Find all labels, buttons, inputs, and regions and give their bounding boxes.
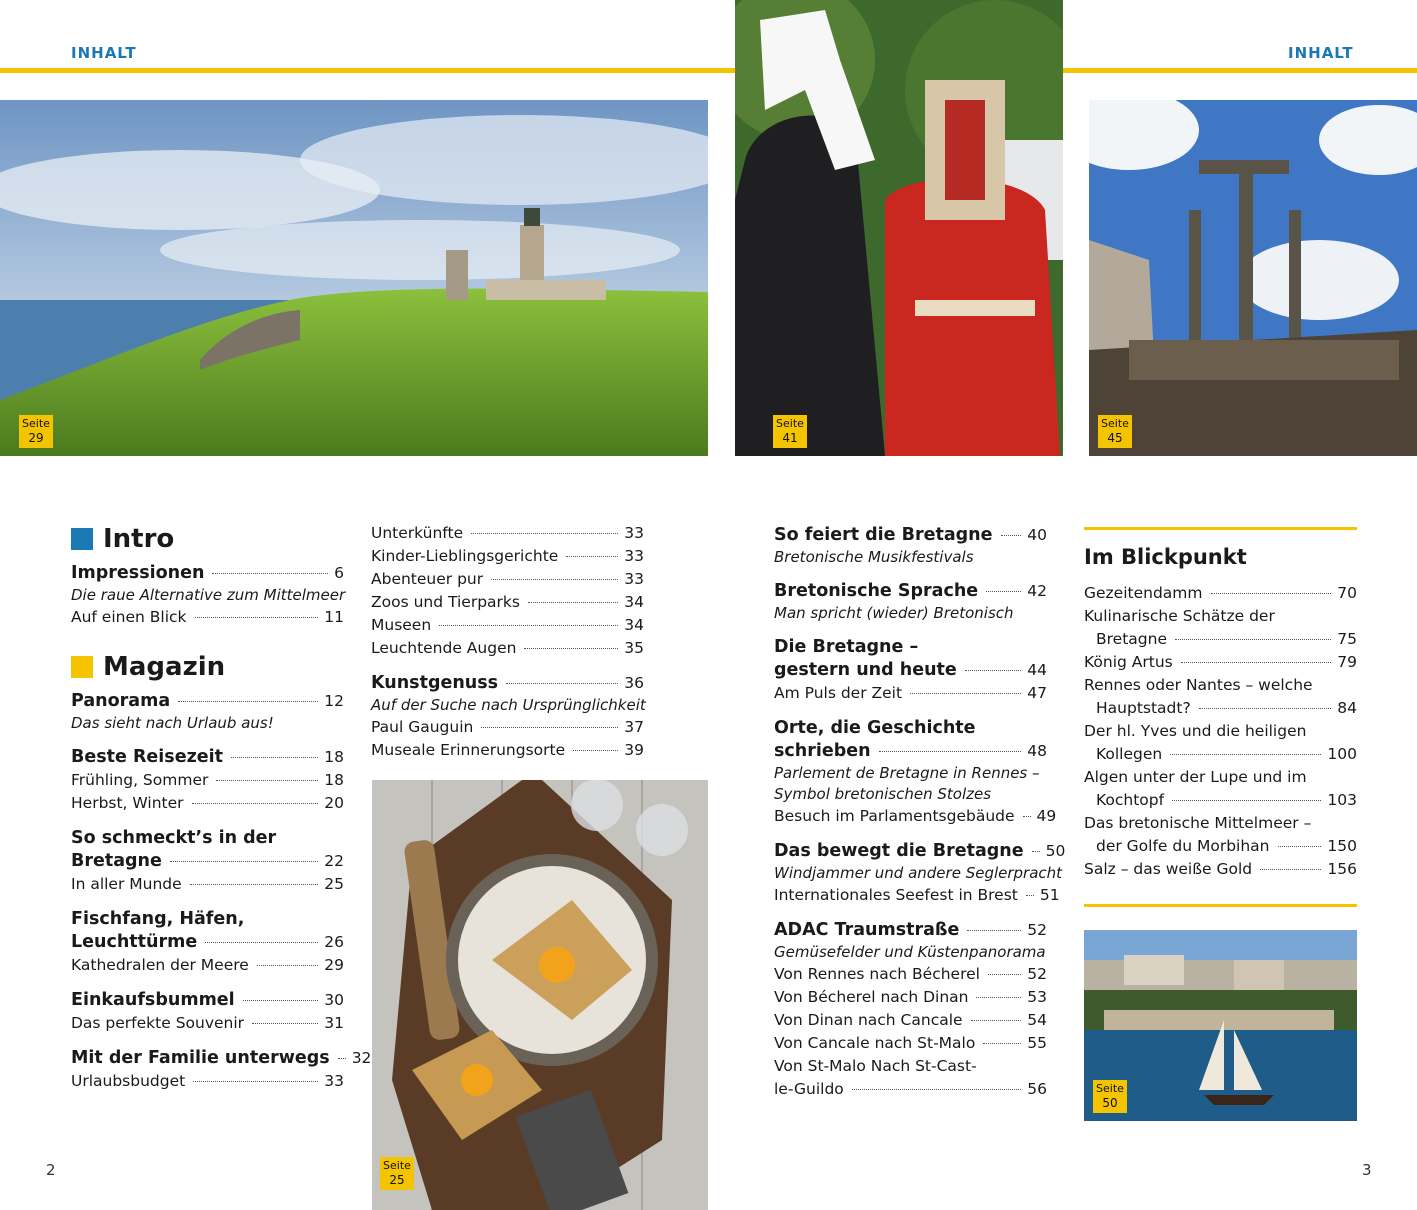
toc-column-4	[1084, 542, 1357, 881]
badge-label: Seite	[1101, 417, 1129, 430]
blue-square-icon	[71, 528, 93, 550]
toc-entry[interactable]	[371, 614, 644, 637]
header-rule-left	[0, 68, 735, 73]
badge-label: Seite	[22, 417, 50, 430]
toc-entry[interactable]	[774, 1078, 1047, 1101]
toc-entry[interactable]	[371, 716, 644, 739]
toc-entry[interactable]	[774, 1009, 1047, 1032]
toc-page: 34	[624, 593, 644, 611]
toc-page: 84	[1337, 699, 1357, 717]
toc-title: Bretonische Sprache	[774, 581, 979, 601]
toc-entry[interactable]	[1084, 582, 1357, 605]
toc-page: 54	[1027, 1011, 1047, 1029]
yellow-square-icon	[71, 656, 93, 678]
toc-entry[interactable]	[371, 739, 644, 762]
toc-subtitle: Auf der Suche nach Ursprünglichkeit	[371, 696, 646, 714]
toc-entry[interactable]	[774, 805, 1057, 828]
toc-title: Abenteuer pur	[371, 570, 484, 588]
badge-label: Seite	[776, 417, 804, 430]
toc-entry[interactable]	[371, 591, 644, 614]
toc-page: 150	[1327, 837, 1357, 855]
toc-title: Paul Gauguin	[371, 718, 474, 736]
toc-title: Kunstgenuss	[371, 673, 499, 693]
toc-title: Leuchtende Augen	[371, 639, 517, 657]
toc-page: 49	[1036, 807, 1057, 825]
toc-title: In aller Munde	[71, 875, 182, 893]
badge-label: Seite	[1096, 1082, 1124, 1095]
toc-title-line: Orte, die Geschichte	[774, 718, 976, 738]
toc-title: Leuchttürme	[71, 932, 198, 952]
toc-entry[interactable]	[774, 884, 1060, 907]
toc-page: 33	[324, 1072, 344, 1090]
toc-title: Von Rennes nach Bécherel	[774, 965, 980, 983]
photo-costume	[735, 0, 1063, 456]
toc-title: Auf einen Blick	[71, 608, 187, 626]
toc-entry[interactable]	[774, 659, 1047, 682]
toc-entry[interactable]	[71, 873, 344, 896]
toc-entry[interactable]	[71, 850, 344, 873]
toc-entry[interactable]	[371, 637, 644, 660]
toc-subtitle: Das sieht nach Urlaub aus!	[71, 714, 274, 732]
toc-title: Kollegen	[1096, 745, 1163, 763]
toc-subtitle: Parlement de Bretagne in Rennes –	[774, 764, 1040, 782]
toc-entry[interactable]	[774, 524, 1047, 547]
header-rule-right	[1063, 68, 1417, 73]
toc-entry[interactable]	[1084, 743, 1357, 766]
toc-title-line: Rennes oder Nantes – welche	[1084, 676, 1313, 694]
toc-title: Internationales Seefest in Brest	[774, 886, 1018, 904]
section-heading-magazin	[71, 650, 344, 684]
page-number-left: 2	[46, 1161, 56, 1179]
toc-title-line: Der hl. Yves und die heiligen	[1084, 722, 1307, 740]
toc-page: 20	[324, 794, 344, 812]
toc-entry[interactable]	[774, 682, 1047, 705]
toc-subtitle: Die raue Alternative zum Mittelmeer	[71, 586, 346, 604]
toc-page: 79	[1337, 653, 1357, 671]
toc-entry[interactable]	[1084, 835, 1357, 858]
toc-title: gestern und heute	[774, 660, 957, 680]
toc-entry[interactable]	[774, 919, 1047, 942]
toc-title-line: So schmeckt’s in der	[71, 828, 277, 848]
toc-page: 34	[624, 616, 644, 634]
toc-page: 47	[1027, 684, 1047, 702]
page-number-right: 3	[1362, 1161, 1372, 1179]
toc-page: 51	[1039, 886, 1060, 904]
toc-title: schrieben	[774, 741, 871, 761]
toc-title-line: Algen unter der Lupe und im	[1084, 768, 1307, 786]
toc-page: 103	[1327, 791, 1357, 809]
toc-title: Urlaubsbudget	[71, 1072, 186, 1090]
toc-entry[interactable]	[71, 954, 344, 977]
toc-title: der Golfe du Morbihan	[1096, 837, 1270, 855]
toc-page: 18	[324, 771, 344, 789]
toc-page: 6	[334, 564, 344, 582]
toc-entry[interactable]	[71, 769, 344, 792]
toc-entry[interactable]	[774, 1032, 1047, 1055]
toc-subtitle: Windjammer und andere Seglerpracht	[774, 864, 1063, 882]
toc-title: Das bewegt die Bretagne	[774, 841, 1024, 861]
toc-entry[interactable]	[71, 931, 344, 954]
toc-page: 32	[351, 1049, 372, 1067]
toc-page: 52	[1027, 965, 1047, 983]
toc-title: Von Dinan nach Cancale	[774, 1011, 963, 1029]
page-badge	[19, 415, 53, 448]
toc-page: 31	[324, 1014, 344, 1032]
toc-title: Einkaufsbummel	[71, 990, 235, 1010]
toc-title: ADAC Traumstraße	[774, 920, 960, 940]
section-title: Intro	[103, 524, 175, 554]
toc-page: 39	[624, 741, 644, 759]
toc-column-3	[774, 524, 1066, 1101]
toc-title: Kochtopf	[1096, 791, 1165, 809]
toc-title: Gezeitendamm	[1084, 584, 1203, 602]
toc-page: 18	[324, 748, 344, 766]
toc-entry[interactable]	[371, 672, 644, 695]
toc-page: 44	[1027, 661, 1047, 679]
toc-page: 22	[324, 852, 344, 870]
toc-entry[interactable]	[1084, 697, 1357, 720]
toc-page: 56	[1027, 1080, 1047, 1098]
toc-entry[interactable]	[71, 989, 344, 1012]
toc-title: Frühling, Sommer	[71, 771, 209, 789]
blickpunkt-bottom-rule	[1084, 904, 1357, 907]
toc-title: Unterkünfte	[371, 524, 464, 542]
toc-title: Museale Erinnerungsorte	[371, 741, 566, 759]
toc-page: 36	[624, 674, 644, 692]
toc-page: 75	[1337, 630, 1357, 648]
toc-entry[interactable]	[774, 963, 1047, 986]
toc-page: 33	[624, 524, 644, 542]
toc-column-2	[371, 522, 644, 762]
blickpunkt-top-rule	[1084, 527, 1357, 530]
toc-entry[interactable]	[71, 1047, 372, 1070]
header-label-left: INHALT	[71, 44, 137, 62]
toc-subtitle: Symbol bretonischen Stolzes	[774, 785, 992, 803]
header-label-right: INHALT	[1288, 44, 1354, 62]
photo-calvary	[1089, 100, 1417, 456]
toc-title-line: Fischfang, Häfen,	[71, 909, 245, 929]
toc-page: 26	[324, 933, 344, 951]
toc-page: 70	[1337, 584, 1357, 602]
toc-entry[interactable]	[371, 545, 644, 568]
toc-entry[interactable]	[774, 986, 1047, 1009]
toc-title: le-Guildo	[774, 1080, 844, 1098]
page-badge	[380, 1157, 414, 1190]
toc-title-line: Kulinarische Schätze der	[1084, 607, 1275, 625]
toc-title: Besuch im Parlamentsgebäude	[774, 807, 1015, 825]
toc-title: Salz – das weiße Gold	[1084, 860, 1253, 878]
toc-title: Beste Reisezeit	[71, 747, 223, 767]
toc-title: Panorama	[71, 691, 171, 711]
toc-title: Impressionen	[71, 563, 205, 583]
toc-entry[interactable]	[71, 690, 344, 713]
toc-entry[interactable]	[371, 522, 644, 545]
toc-title: Mit der Familie unterwegs	[71, 1048, 330, 1068]
toc-page: 33	[624, 547, 644, 565]
toc-title: Von Cancale nach St-Malo	[774, 1034, 976, 1052]
section-title: Magazin	[103, 652, 226, 682]
toc-page: 12	[324, 692, 344, 710]
toc-page: 52	[1027, 921, 1047, 939]
toc-entry[interactable]	[71, 1070, 344, 1093]
toc-page: 156	[1327, 860, 1357, 878]
toc-entry[interactable]	[71, 746, 344, 769]
toc-entry[interactable]	[1084, 628, 1357, 651]
toc-page: 53	[1027, 988, 1047, 1006]
badge-label: Seite	[383, 1159, 411, 1172]
blickpunkt-title: Im Blickpunkt	[1084, 545, 1247, 569]
toc-subtitle: Bretonische Musikfestivals	[774, 548, 974, 566]
toc-page: 48	[1027, 742, 1047, 760]
toc-entry[interactable]	[1084, 789, 1357, 812]
toc-subtitle: Man spricht (wieder) Bretonisch	[774, 604, 1014, 622]
page-badge	[1093, 1080, 1127, 1113]
toc-title: Bretagne	[1096, 630, 1167, 648]
toc-title-line: Die Bretagne –	[774, 637, 919, 657]
badge-page: 45	[1107, 431, 1123, 445]
toc-title: Herbst, Winter	[71, 794, 184, 812]
toc-page: 35	[624, 639, 644, 657]
toc-title: Kathedralen der Meere	[71, 956, 249, 974]
toc-title: Von Bécherel nach Dinan	[774, 988, 969, 1006]
toc-entry[interactable]	[71, 562, 344, 585]
toc-entry[interactable]	[774, 740, 1047, 763]
toc-title: Bretagne	[71, 851, 162, 871]
toc-entry[interactable]	[1084, 858, 1357, 881]
toc-entry[interactable]	[71, 606, 344, 629]
toc-page: 50	[1045, 842, 1066, 860]
toc-page: 42	[1027, 582, 1047, 600]
toc-column-1	[71, 522, 372, 1093]
toc-page: 40	[1027, 526, 1047, 544]
badge-page: 29	[28, 431, 44, 445]
toc-title-line: Das bretonische Mittelmeer –	[1084, 814, 1312, 832]
toc-title: König Artus	[1084, 653, 1173, 671]
toc-entry[interactable]	[774, 840, 1066, 863]
toc-page: 100	[1327, 745, 1357, 763]
toc-title-line: Von St-Malo Nach St-Cast-	[774, 1057, 977, 1075]
toc-page: 30	[324, 991, 344, 1009]
toc-entry[interactable]	[71, 1012, 344, 1035]
toc-page: 37	[624, 718, 644, 736]
toc-title: Das perfekte Souvenir	[71, 1014, 245, 1032]
toc-title: Am Puls der Zeit	[774, 684, 903, 702]
toc-entry[interactable]	[774, 580, 1047, 603]
toc-entry[interactable]	[1084, 651, 1357, 674]
toc-title: Museen	[371, 616, 432, 634]
toc-page: 11	[324, 608, 344, 626]
toc-entry[interactable]	[371, 568, 644, 591]
photo-lighthouse	[0, 100, 708, 456]
badge-page: 25	[389, 1173, 405, 1187]
section-heading-intro	[71, 522, 344, 556]
toc-page: 33	[624, 570, 644, 588]
page-badge	[1098, 415, 1132, 448]
toc-title: Hauptstadt?	[1096, 699, 1191, 717]
page-badge	[773, 415, 807, 448]
badge-page: 41	[782, 431, 798, 445]
badge-page: 50	[1102, 1096, 1118, 1110]
toc-subtitle: Gemüsefelder und Küstenpanorama	[774, 943, 1046, 961]
toc-title: So feiert die Bretagne	[774, 525, 993, 545]
toc-page: 55	[1027, 1034, 1047, 1052]
toc-title: Zoos und Tierparks	[371, 593, 520, 611]
toc-page: 25	[324, 875, 344, 893]
toc-page: 29	[324, 956, 344, 974]
photo-crepes	[372, 780, 708, 1210]
toc-entry[interactable]	[71, 792, 344, 815]
toc-title: Kinder-Lieblingsgerichte	[371, 547, 559, 565]
